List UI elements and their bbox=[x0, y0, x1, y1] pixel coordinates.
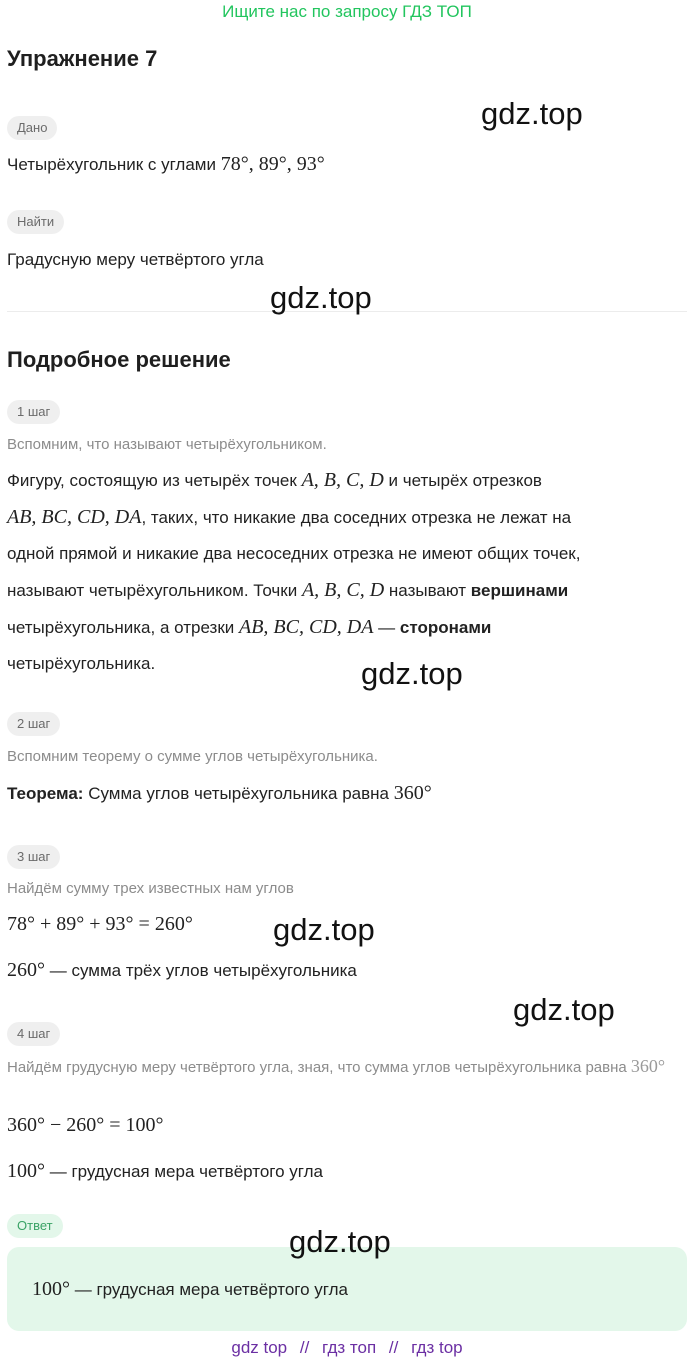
step-4-result bbox=[7, 1153, 323, 1190]
search-banner: Ищите нас по запросу ГДЗ ТОП bbox=[222, 2, 472, 21]
step-4-result-text: — грудусная мера четвёртого угла bbox=[49, 1162, 323, 1181]
step-1-badge bbox=[7, 400, 60, 424]
sides-term: сторонами bbox=[399, 618, 492, 637]
watermark: gdz.top bbox=[481, 96, 583, 131]
answer-text bbox=[32, 1271, 348, 1308]
segments-math: AB, BC, CD, DA bbox=[239, 616, 374, 638]
solution-title: Подробное решение bbox=[7, 347, 231, 372]
segments-math: AB, BC, CD, DA bbox=[7, 506, 142, 528]
step-1-line-3: одной прямой и никакие два несоседних отрезка не имеют общих точек, bbox=[7, 544, 581, 563]
footer-link-gdz-top-ru[interactable]: гдз топ bbox=[322, 1338, 377, 1357]
step-1-text: четырёхугольника, а отрезки bbox=[7, 618, 235, 637]
step-1-line-6: четырёхугольника. bbox=[7, 654, 156, 673]
find-text: Градусную меру четвёртого угла bbox=[7, 250, 264, 269]
step-1-label: 1 шаг bbox=[7, 400, 60, 424]
answer-description: — грудусная мера четвёртого угла bbox=[74, 1280, 348, 1299]
step-4-label: 4 шаг bbox=[7, 1022, 60, 1046]
exercise-title: Упражнение 7 bbox=[7, 46, 158, 71]
step-4-result-value: 100° bbox=[7, 1160, 45, 1182]
watermark: gdz.top bbox=[513, 992, 615, 1027]
answer-badge bbox=[7, 1214, 63, 1238]
find-label: Найти bbox=[7, 210, 64, 234]
footer-link-gdz-top-mixed[interactable]: гдз top bbox=[411, 1338, 463, 1357]
given-description: Четырёхугольник с углами bbox=[7, 155, 216, 174]
step-3-equation: 78° + 89° + 93° = 260° bbox=[7, 913, 193, 935]
answer-label: Ответ bbox=[7, 1214, 63, 1238]
step-4-hint bbox=[7, 1056, 691, 1078]
watermark: gdz.top bbox=[289, 1224, 391, 1259]
step-3-result-value: 260° bbox=[7, 959, 45, 981]
given-angles: 78°, 89°, 93° bbox=[220, 153, 325, 175]
step-2-hint: Вспомним теорему о сумме углов четырёхугольника. bbox=[7, 748, 378, 765]
answer-value: 100° bbox=[32, 1278, 70, 1300]
theorem-label: Теорема: bbox=[7, 784, 84, 803]
step-1-text: — bbox=[378, 618, 396, 637]
step-2-theorem bbox=[7, 775, 432, 812]
step-3-label: 3 шаг bbox=[7, 845, 60, 869]
footer-links bbox=[0, 1338, 694, 1358]
step-1-hint: Вспомним, что называют четырёхугольником. bbox=[7, 436, 327, 453]
footer-separator: // bbox=[299, 1338, 310, 1357]
step-1-body bbox=[7, 462, 687, 682]
watermark: gdz.top bbox=[270, 280, 372, 315]
step-1-text: и четырёх отрезков bbox=[388, 471, 542, 490]
theorem-text: Сумма углов четырёхугольника равна bbox=[88, 784, 389, 803]
find-badge bbox=[7, 210, 64, 234]
step-3-result bbox=[7, 952, 357, 989]
step-3-hint: Найдём сумму трех известных нам углов bbox=[7, 880, 294, 897]
step-1-text: , таких, что никакие два соседних отрезка не лежат на bbox=[141, 508, 572, 527]
vertices-term: вершинами bbox=[470, 581, 569, 600]
step-1-line-1 bbox=[7, 462, 687, 499]
theorem-value: 360° bbox=[393, 782, 432, 804]
footer-separator: // bbox=[388, 1338, 399, 1357]
footer-link-gdz-top[interactable]: gdz top bbox=[231, 1338, 288, 1357]
watermark: gdz.top bbox=[273, 912, 375, 947]
step-2-badge bbox=[7, 712, 60, 736]
step-3-badge bbox=[7, 845, 60, 869]
given-badge bbox=[7, 116, 57, 140]
step-1-text: называют bbox=[388, 581, 467, 600]
step-1-line-5 bbox=[7, 609, 687, 646]
step-3-result-text: — сумма трёх углов четырёхугольника bbox=[49, 961, 357, 980]
points-math: A, B, C, D bbox=[301, 579, 385, 601]
step-2-label: 2 шаг bbox=[7, 712, 60, 736]
step-1-text: называют четырёхугольником. Точки bbox=[7, 581, 298, 600]
step-1-text: Фигуру, состоящую из четырёх точек bbox=[7, 471, 297, 490]
step-4-badge bbox=[7, 1022, 60, 1046]
points-math: A, B, C, D bbox=[301, 469, 384, 491]
step-4-hint-value: 360° bbox=[630, 1056, 666, 1076]
given-label: Дано bbox=[7, 116, 57, 140]
step-4-equation: 360° − 260° = 100° bbox=[7, 1114, 164, 1136]
step-1-line-4 bbox=[7, 572, 687, 609]
given-text bbox=[7, 146, 325, 183]
watermark: gdz.top bbox=[361, 656, 463, 691]
step-1-line-2 bbox=[7, 499, 687, 536]
step-4-hint-text: Найдём грудусную меру четвёртого угла, зная, что сумма углов четырёхугольника равна bbox=[7, 1059, 627, 1076]
